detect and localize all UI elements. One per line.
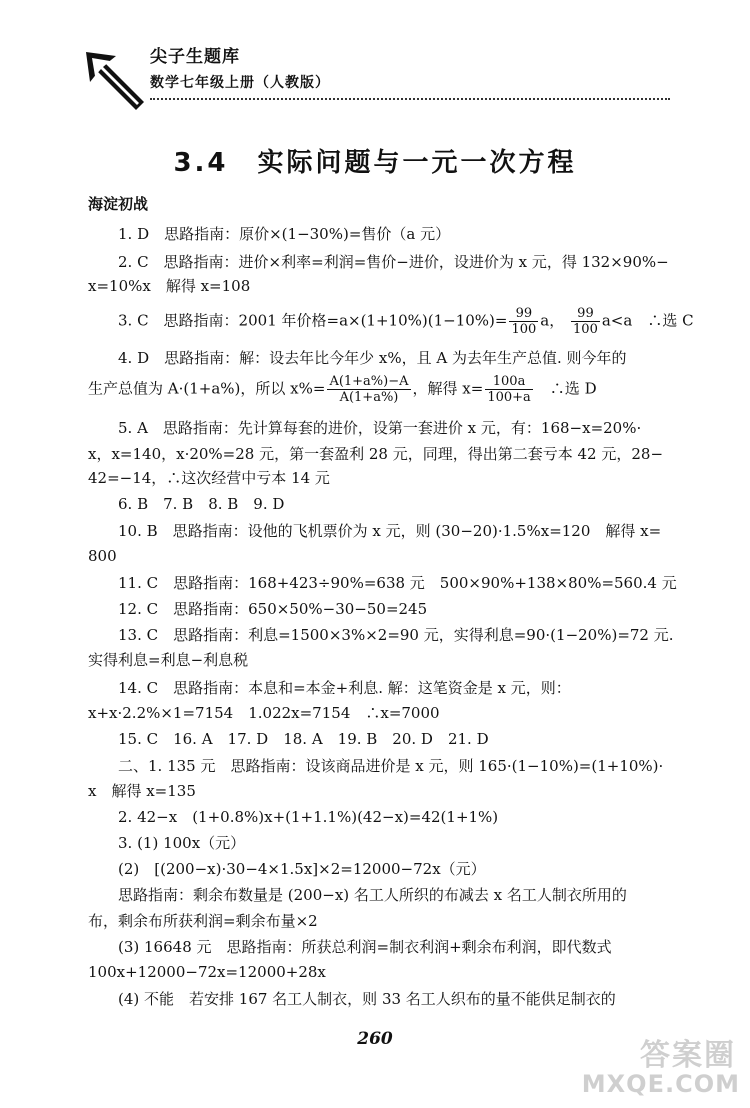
answer-line: (4) 不能 若安排 167 名工人制衣，则 33 名工人织布的量不能供足制衣的: [118, 990, 616, 1008]
header-divider: [150, 98, 670, 100]
book-header: [82, 42, 682, 122]
answer-text: 生产总值为 A·(1+a%)，所以 x%=: [88, 379, 326, 398]
answer-text: a<a ∴选 C: [601, 311, 694, 330]
answer-line: (3) 16648 元 思路指南：所获总利润=制衣利润+剩余布利润，即代数式: [118, 938, 612, 956]
answer-line-q4: [88, 374, 597, 405]
answer-line: 2. C 思路指南：进价×利率=利润=售价−进价，设进价为 x 元，得 132×90%−: [118, 253, 669, 271]
answer-line: x=10%x 解得 x=108: [88, 277, 251, 295]
watermark-text: 答案圈: [640, 1038, 736, 1073]
answer-line: 100x+12000−72x=12000+28x: [88, 963, 326, 981]
answer-line: x，x=140，x·20%=28 元，第一套盈利 28 元，同理，得出第二套亏本 42 元，28−: [88, 445, 664, 463]
fraction-denominator: 100: [511, 322, 537, 337]
answer-line: 思路指南：剩余布数量是 (200−x) 名工人所织的布减去 x 名工人制衣所用的: [118, 886, 627, 904]
fraction: [571, 306, 600, 337]
answer-line: 1. D 思路指南：原价×(1−30%)=售价（a 元）: [118, 225, 451, 243]
fraction-denominator: A(1+a%): [339, 390, 399, 405]
page-number: 260: [357, 1029, 393, 1049]
answer-line: 2. 42−x (1+0.8%)x+(1+1.1%)(42−x)=42(1+1%): [118, 808, 499, 826]
answer-line: 5. A 思路指南：先计算每套的进价，设第一套进价 x 元，有：168−x=20%·: [118, 419, 642, 437]
answer-line: 12. C 思路指南：650×50%−30−50=245: [118, 600, 428, 618]
answer-line: x 解得 x=135: [88, 782, 196, 800]
answer-text: 3. C 思路指南：2001 年价格=a×(1+10%)(1−10%)=: [118, 311, 508, 330]
fraction-numerator: A(1+a%)−A: [329, 374, 409, 389]
answer-line: 4. D 思路指南：解：设去年比今年少 x%，且 A 为去年生产总值. 则今年的: [118, 349, 627, 367]
fraction-numerator: 100a: [485, 374, 532, 390]
section-title: 3.4 实际问题与一元一次方程: [173, 148, 577, 178]
watermark-logo: [581, 1028, 744, 1102]
answer-line: (2) [(200−x)·30−4×1.5x]×2=12000−72x（元）: [118, 860, 486, 878]
answer-line: 3. (1) 100x（元）: [118, 834, 246, 852]
answer-line: 10. B 思路指南：设他的飞机票价为 x 元，则 (30−20)·1.5%x=120 解得 x=: [118, 522, 662, 540]
answer-line: 14. C 思路指南：本息和=本金+利息. 解：这笔资金是 x 元，则：: [118, 679, 571, 697]
answer-line: 800: [88, 547, 117, 565]
answer-line: 15. C 16. A 17. D 18. A 19. B 20. D 21. D: [118, 730, 489, 748]
answer-line-q3: [118, 306, 694, 337]
answer-line: 42=−14，∴这次经营中亏本 14 元: [88, 469, 330, 487]
book-subtitle: 数学七年级上册（人教版）: [150, 75, 330, 91]
answer-line: 6. B 7. B 8. B 9. D: [118, 495, 285, 513]
fraction-denominator: 100+a: [487, 390, 531, 405]
answer-text: ∴选 D: [534, 379, 597, 398]
answer-line: 布，剩余布所获利润=剩余布量×2: [88, 912, 318, 930]
watermark-url: MXQE.COM: [581, 1070, 740, 1098]
answer-line: 实得利息=利息−利息税: [88, 651, 249, 669]
answer-line: 二、1. 135 元 思路指南：设该商品进价是 x 元，则 165·(1−10%)=(1+10%)·: [118, 757, 664, 775]
answer-text: a，: [540, 311, 565, 330]
book-title: 尖子生题库: [150, 47, 240, 67]
answer-line: 13. C 思路指南：利息=1500×3%×2=90 元，实得利息=90·(1−20%)=72 元.: [118, 626, 674, 644]
arrow-logo-icon: [82, 48, 152, 118]
fraction: [509, 306, 538, 337]
fraction-denominator: 100: [573, 322, 598, 337]
fraction-numerator: 99: [571, 306, 600, 322]
subsection-heading: 海淀初战: [88, 195, 149, 213]
fraction: [485, 374, 532, 405]
answer-line: x+x·2.2%×1=7154 1.022x=7154 ∴x=7000: [88, 704, 440, 722]
answer-line: 11. C 思路指南：168+423÷90%=638 元 500×90%+138×80%=560.4 元: [118, 574, 677, 592]
fraction-numerator: 99: [509, 306, 538, 322]
fraction: [327, 374, 410, 405]
answer-text: ，解得 x=: [412, 379, 484, 398]
